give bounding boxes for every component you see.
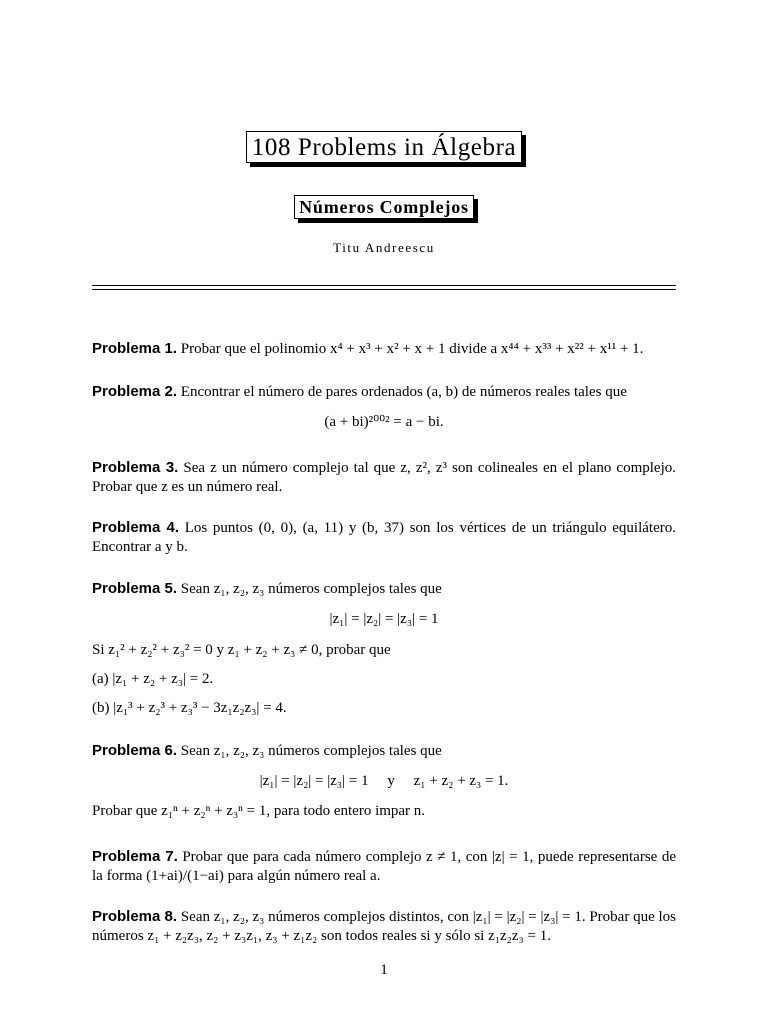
problem-2 [92,382,676,402]
problem-text: Sean z₁, z₂, z₃ números complejos distintos, con |z₁| = |z₂| = |z₃| = 1. Probar que los números z₁ + z₂z₃, z₂ + z₃z₁, z₃ + z₁z₂ son todos reales si y sólo si z₁z₂z₃ = 1. [92,909,676,944]
problem-label: Problema 3. [92,459,179,476]
subtitle-frame [294,195,474,219]
problem-6 [92,741,676,761]
author-name: Titu Andreescu [333,240,435,255]
page-number: 1 [380,962,388,978]
problem-label: Problema 7. [92,848,178,865]
document-subtitle: Números Complejos [294,195,474,219]
problem-6-conclusion: Probar que z₁ⁿ + z₂ⁿ + z₃ⁿ = 1, para todo entero impar n. [92,803,426,819]
problem-4 [92,518,676,557]
problem-3 [92,458,676,497]
problem-5-part-a: (a) |z₁ + z₂ + z₃| = 2. [92,671,214,687]
problem-text: Probar que el polinomio x⁴ + x³ + x² + x + 1 divide a x⁴⁴ + x³³ + x²² + x¹¹ + 1. [180,341,644,357]
problem-text: Sea z un número complejo tal que z, z², z³ son colineales en el plano complejo. Probar que z es un número real. [92,460,676,495]
problem-label: Problema 2. [92,383,178,400]
problem-label: Problema 1. [92,340,178,357]
problem-text: Los puntos (0, 0), (a, 11) y (b, 37) son los vértices de un triángulo equilátero. Encontrar a y b. [92,520,676,555]
problem-8 [92,907,676,946]
problem-5 [92,579,676,599]
divider-rule-bottom [92,289,676,290]
problem-5-equation: |z₁| = |z₂| = |z₃| = 1 [329,611,439,627]
problem-5-part-b: (b) |z₁³ + z₂³ + z₃³ − 3z₁z₂z₃| = 4. [92,700,287,716]
document-title: 108 Problems in Álgebra [246,131,522,163]
subtitle-wrapper [0,195,768,219]
problem-5-condition: Si z₁² + z₂² + z₃² = 0 y z₁ + z₂ + z₃ ≠ 0, probar que [92,642,391,658]
title-frame [246,131,522,163]
title-wrapper [0,131,768,163]
problem-label: Problema 8. [92,908,178,925]
problem-6-equation: |z₁| = |z₂| = |z₃| = 1 y z₁ + z₂ + z₃ = 1. [259,773,509,789]
problem-text: Encontrar el número de pares ordenados (a, b) de números reales tales que [180,384,627,400]
problem-2-equation: (a + bi)²⁰⁰² = a − bi. [324,414,444,430]
problem-text: Probar que para cada número complejo z ≠ 1, con |z| = 1, puede representarse de la forma (1+ai)/(1−ai) para algún número real a. [92,849,676,884]
problem-text: Sean z₁, z₂, z₃ números complejos tales que [180,581,442,597]
problem-label: Problema 4. [92,519,179,536]
problem-label: Problema 6. [92,742,178,759]
problem-label: Problema 5. [92,580,178,597]
problem-text: Sean z₁, z₂, z₃ números complejos tales que [180,743,442,759]
problem-1 [92,339,676,359]
problem-7 [92,847,676,886]
divider-rule-top [92,285,676,286]
